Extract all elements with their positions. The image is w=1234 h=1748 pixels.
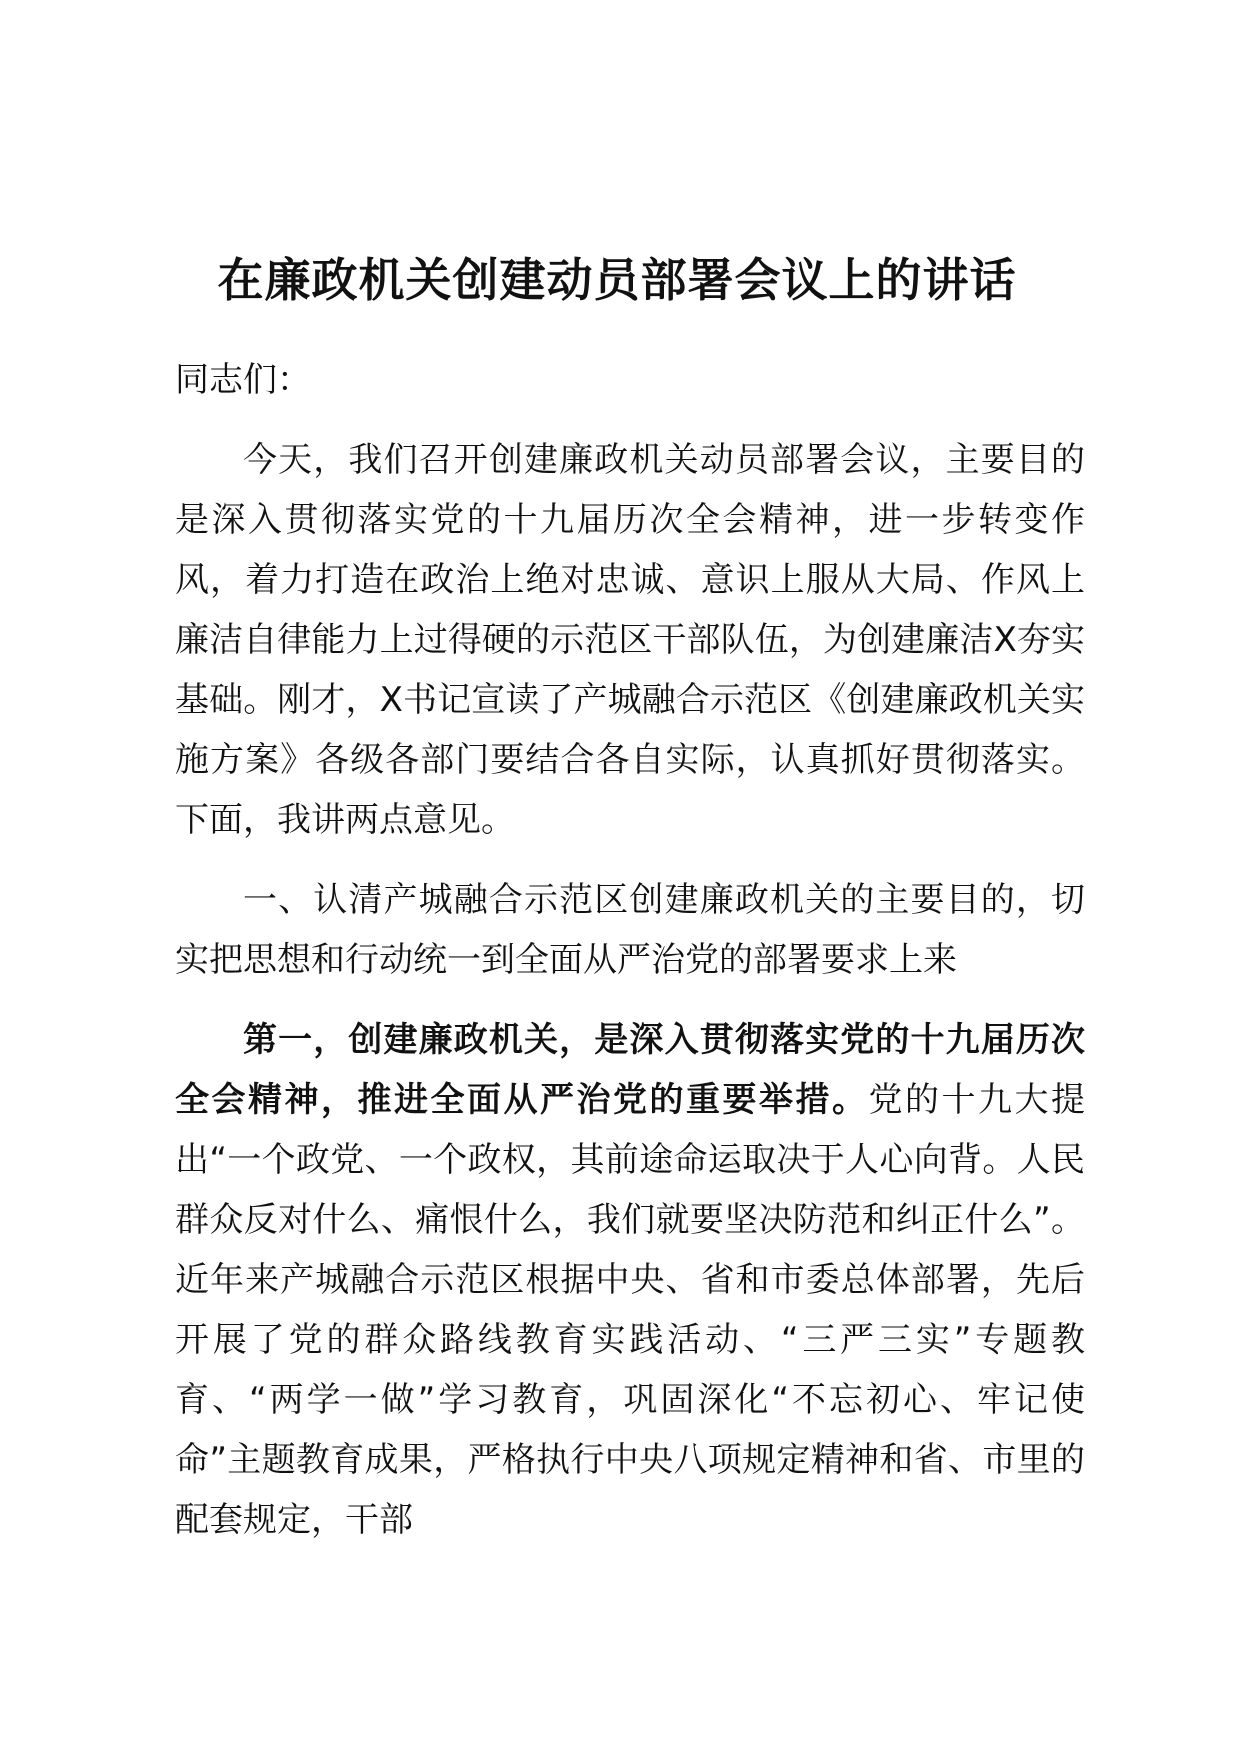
body-paragraph-2 [175, 1010, 1085, 1550]
document-body [175, 350, 1085, 1570]
section-heading-text: 一、认清产城融合示范区创建廉政机关的主要目的，切实把思想和行动统一到全面从严治党的部署要求上来 [175, 880, 1085, 980]
body-paragraph-1 [175, 430, 1085, 850]
salutation: 同志们： [175, 360, 311, 400]
document-title: 在廉政机关创建动员部署会议上的讲话 [217, 253, 1017, 307]
paragraph-text: 党的十九大提出“一个政党、一个政权，其前途命运取决于人心向背。人民群众反对什么、痛恨什么，我们就要坚决防范和纠正什么”。近年来产城融合示范区根据中央、省和市委总体部署，先后开展了党的群众路线教育实践活动、“三严三实”专题教育、“两学一做”学习教育，巩固深化“不忘初心、牢记使命”主题教育成果，严格执行中央八项规定精神和省、市里的配套规定，干部 [175, 1080, 1085, 1540]
section-heading-1 [175, 870, 1085, 990]
paragraph-bold-lead: 第一，创建廉政机关，是深入贯彻落实党的十九届历次全会精神，推进全面从严治党的重要举措。 [175, 1020, 1085, 1120]
paragraph-text: 今天，我们召开创建廉政机关动员部署会议，主要目的是深入贯彻落实党的十九届历次全会精神，进一步转变作风，着力打造在政治上绝对忠诚、意识上服从大局、作风上廉洁自律能力上过得硬的示范区干部队伍，为创建廉洁X夯实基础。刚才，X书记宣读了产城融合示范区《创建廉政机关实施方案》各级各部门要结合各自实际，认真抓好贯彻落实。下面，我讲两点意见。 [175, 440, 1085, 840]
